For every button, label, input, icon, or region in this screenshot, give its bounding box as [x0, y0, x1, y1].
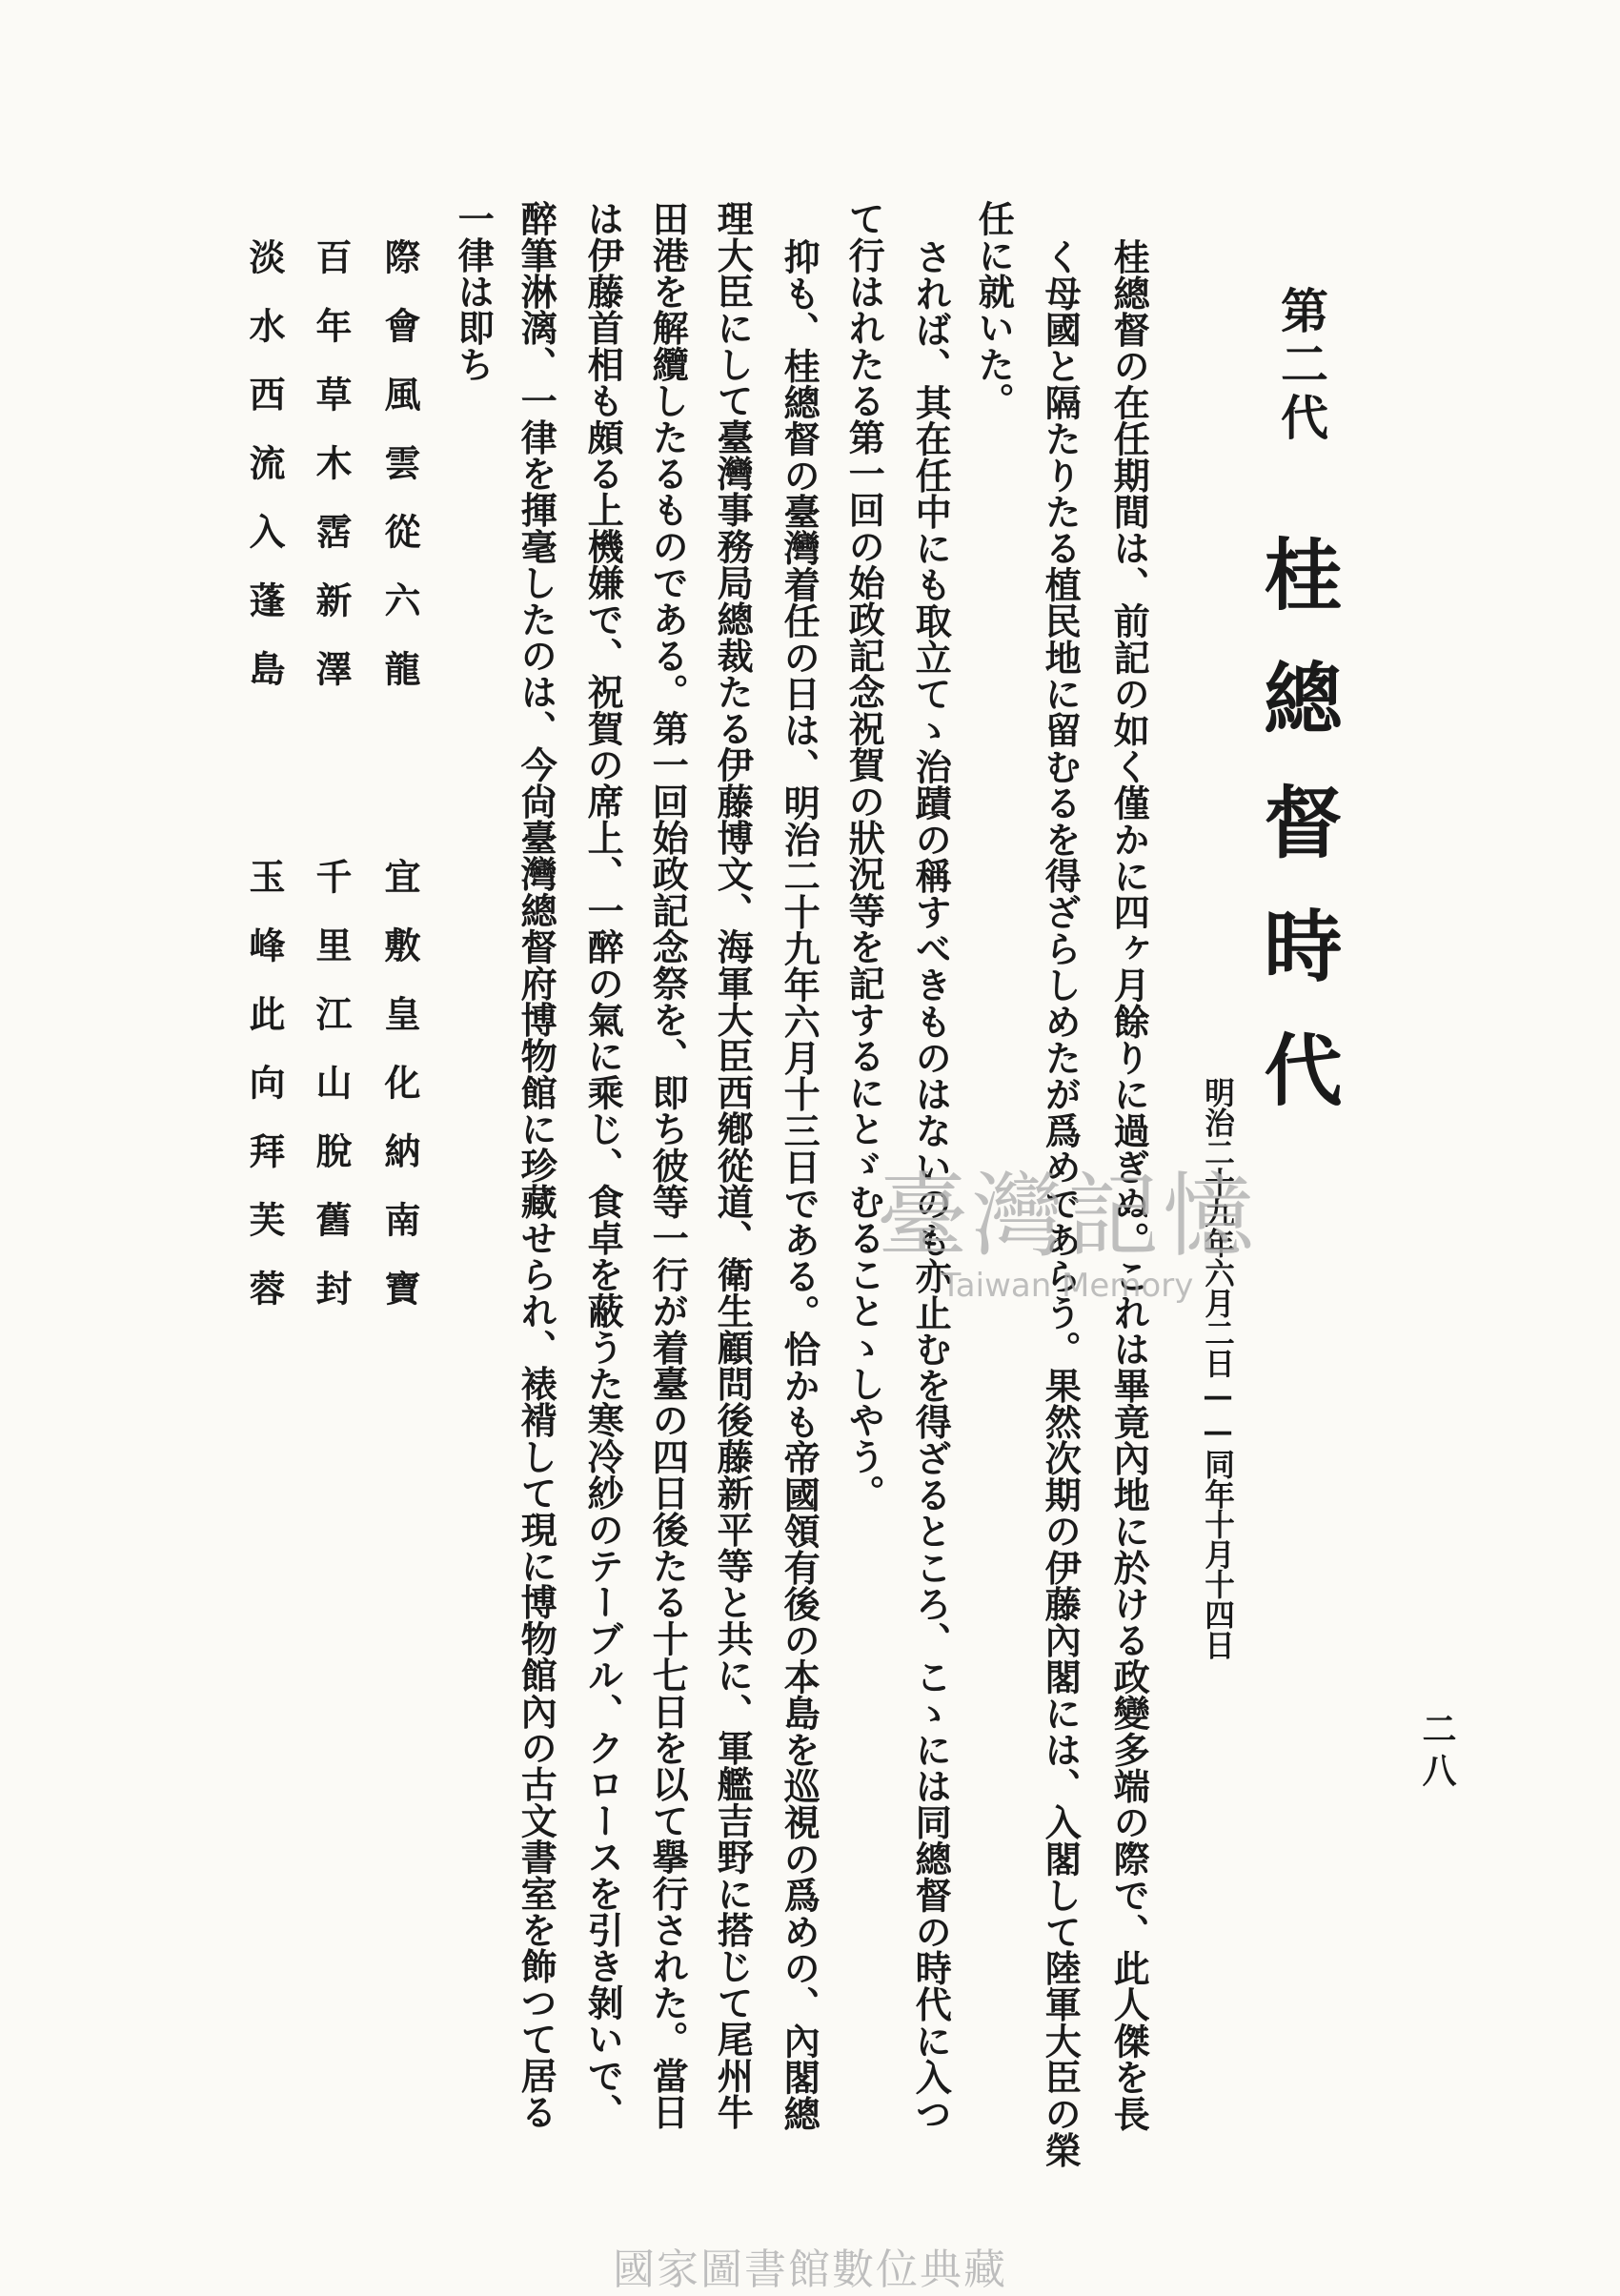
poem-line-3-second: 玉峰此向拜芙蓉 [243, 858, 286, 1338]
body-column-10: 醉筆淋漓、一律を揮毫したのは、今尙臺灣總督府博物館に珍藏せられ、裱褙して現に博物館內の古文書室を飾つて居る [514, 200, 557, 2130]
body-column-3: 任に就いた。 [971, 200, 1015, 419]
poem-line-1-first: 際會風雲從六龍 [378, 238, 421, 719]
body-column-9: は伊藤首相も頗る上機嫌で、祝賀の席上、一醉の氣に乘じ、食卓を蔽うた寒冷紗のテーブル、クロースを引き剝いで、 [580, 200, 624, 2130]
section-number: 第二代 [1273, 286, 1329, 446]
body-column-2: く母國と隔たりたる植民地に留むるを得ざらしめたが爲めであらう。果然次期の伊藤內閣には、入閣して陸軍大臣の榮 [1038, 238, 1082, 2168]
body-column-11: 一律は即ち [451, 200, 495, 382]
poem-line-3-first: 淡水西流入蓬島 [243, 238, 286, 719]
body-column-7: 理大臣にして臺灣事務局總裁たる伊藤博文、海軍大臣西鄕從道、衛生顧問後藤新平等と共に、軍艦吉野に搭じて尾州牛 [710, 200, 754, 2130]
body-column-5: て行はれたる第一回の始政記念祝賀の狀況等を記するにとゞむることゝしやう。 [841, 200, 885, 1512]
logo-sub-text: Taiwan Memory [941, 1267, 1194, 1305]
logo-main-text: 臺灣記憶 [877, 1163, 1258, 1270]
body-column-8: 田港を解纜したるものである。第一回始政記念祭を、即ち彼等一行が着臺の四日後たる十七日を以て擧行された。當日 [645, 200, 689, 2130]
poem-line-2-second: 千里江山脫舊封 [310, 858, 353, 1338]
chapter-title: 桂總督時代 [1251, 534, 1343, 1153]
tenure-dates: 明治二十九年六月二日——同年十月十四日 [1200, 1077, 1236, 1660]
page-number: 二八 [1417, 1711, 1457, 1795]
body-column-4: されば、其在任中にも取立てゝ治蹟の稱すべきものはないのも亦止むを得ざるところ、こゝには同總督の時代に入つ [908, 238, 952, 2132]
body-column-1: 桂總督の在任期間は、前記の如く僅かに四ヶ月餘りに過ぎぬ。これは畢竟內地に於ける政變多端の際で、此人傑を長 [1106, 238, 1150, 2132]
body-column-6: 抑も、桂總督の臺灣着任の日は、明治二十九年六月十三日である。恰かも帝國領有後の本島を巡視の爲めの、內閣總 [777, 238, 820, 2132]
poem-line-1-second: 宜敷皇化納南寶 [378, 858, 421, 1338]
library-watermark: 國家圖書館數位典藏 [613, 2245, 1007, 2294]
taiwan-memory-logo [839, 1144, 1296, 1305]
poem-line-2-first: 百年草木霑新澤 [310, 238, 353, 719]
